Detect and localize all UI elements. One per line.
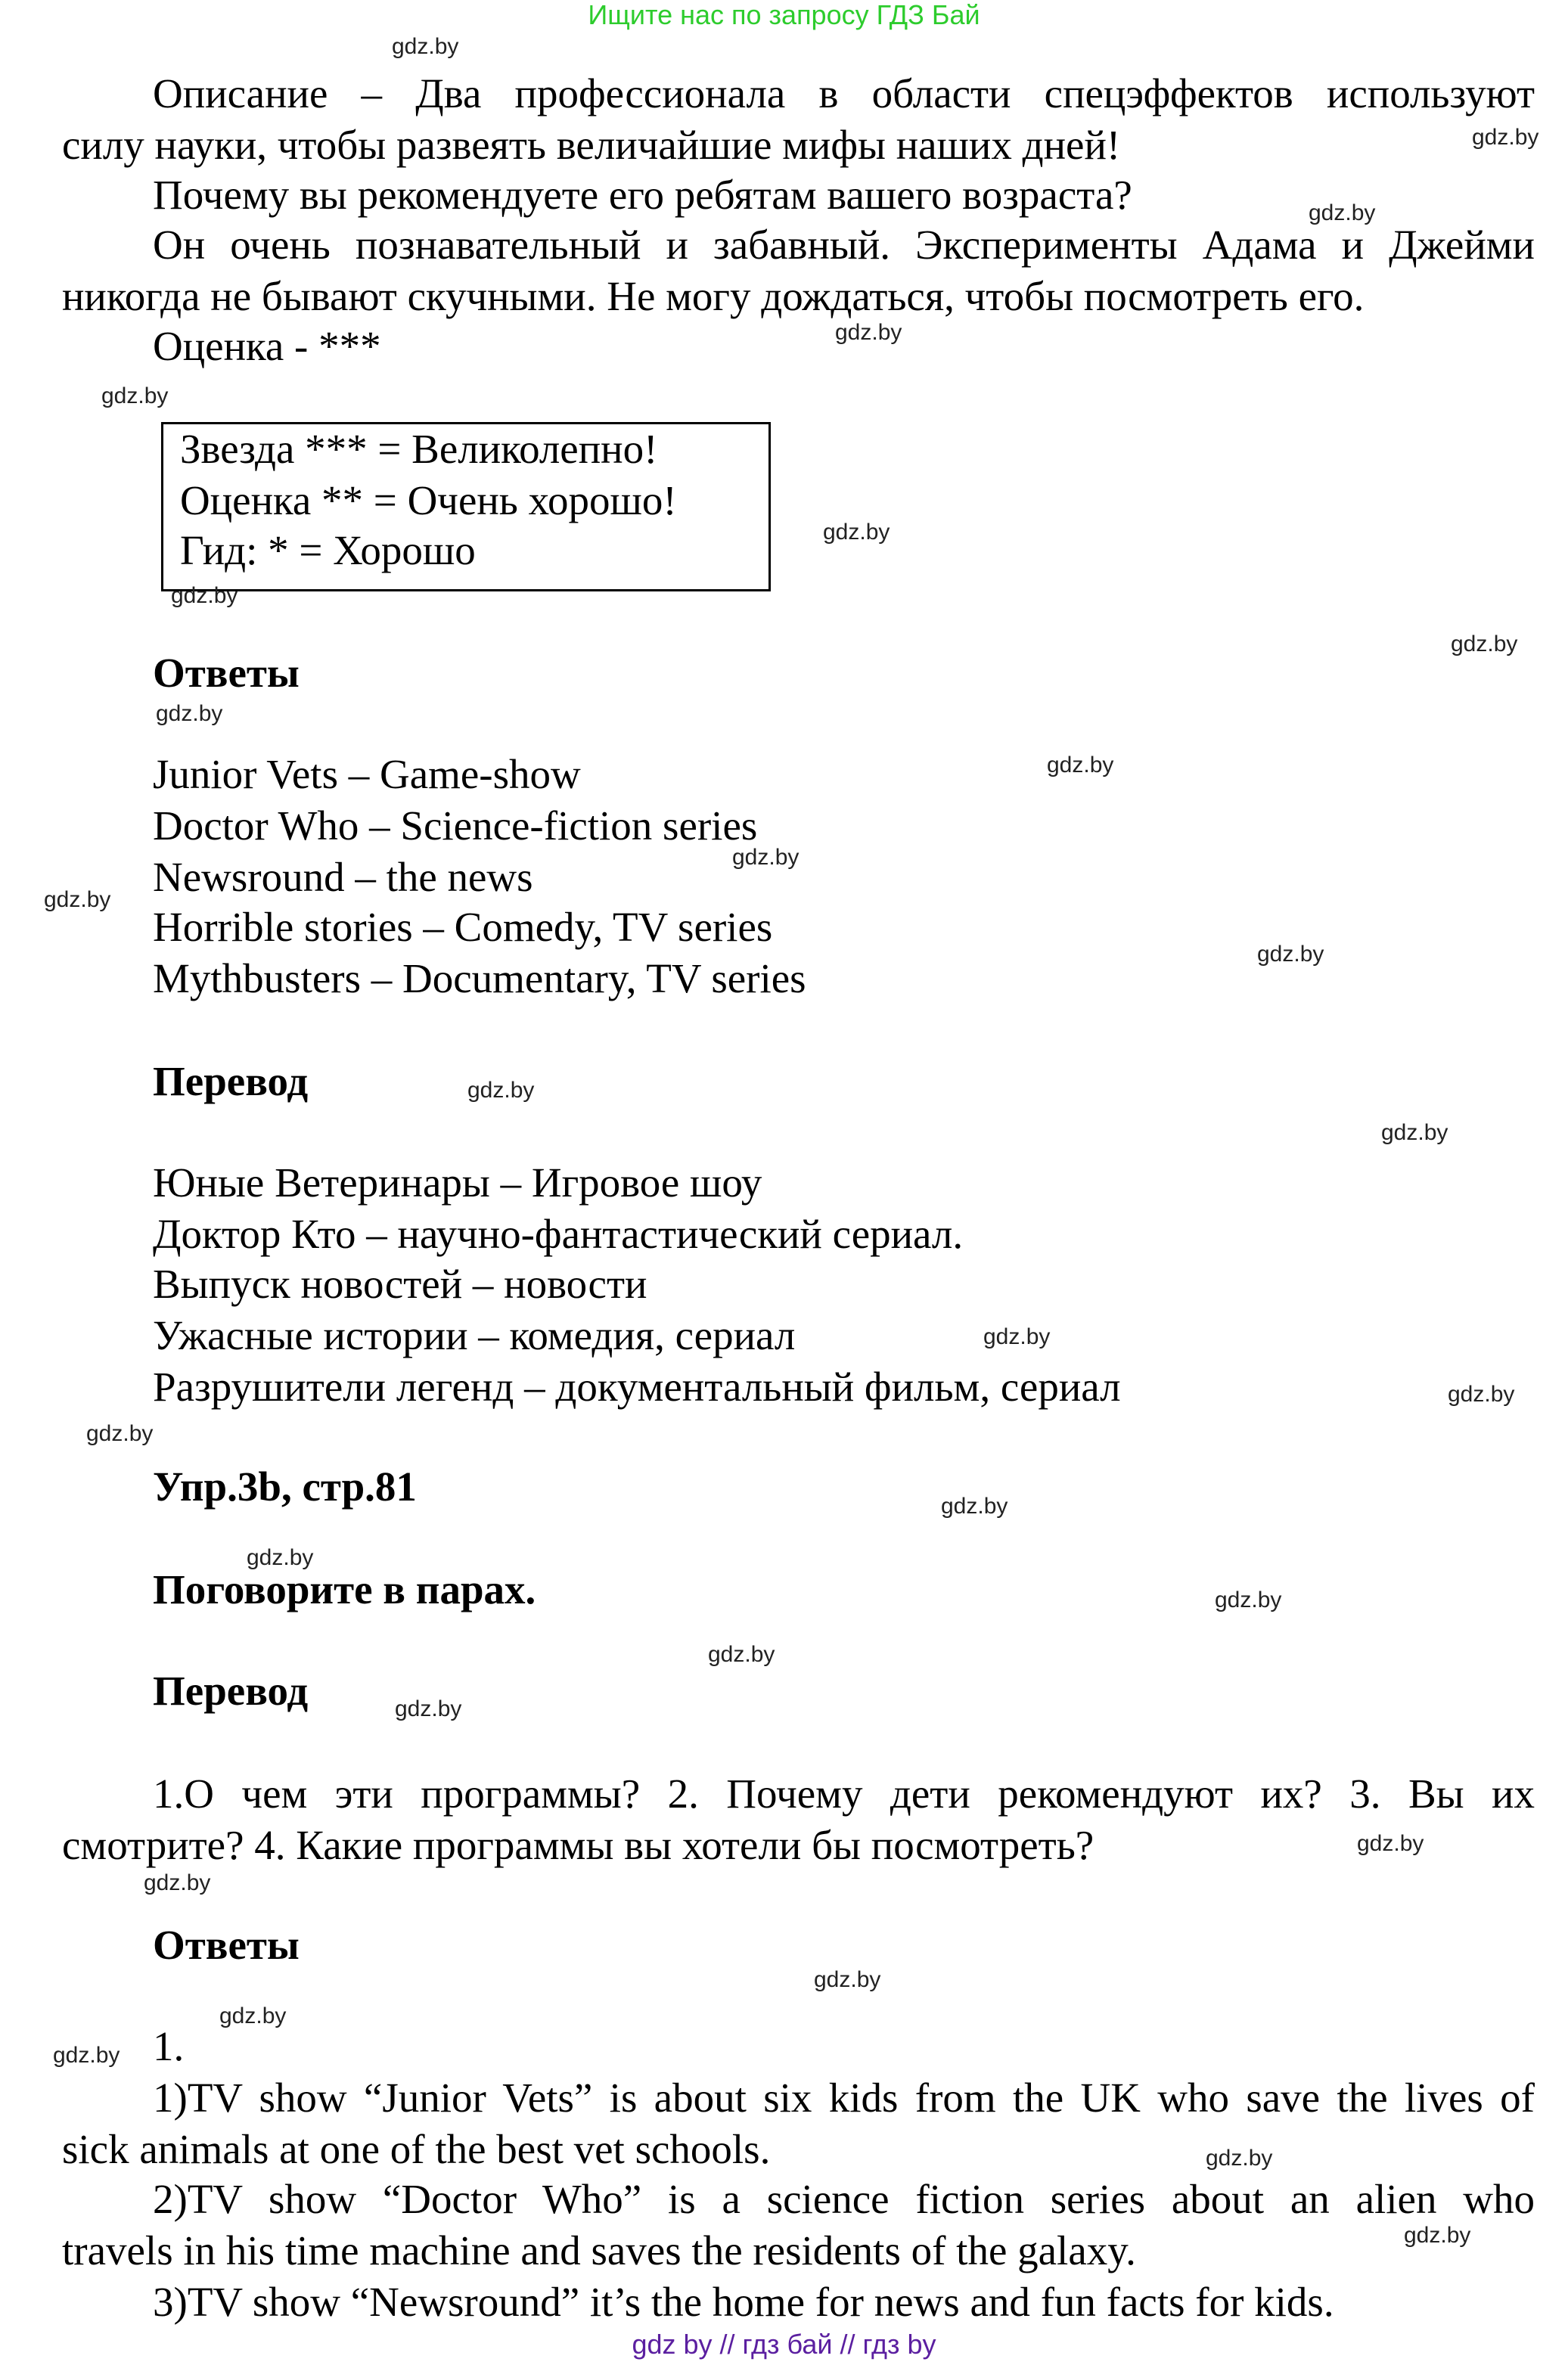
question-line: 1.О чем эти программы? 2. Почему дети рекомендуют их? 3. Вы их bbox=[153, 1771, 1535, 1817]
rating-line: Оценка - *** bbox=[153, 323, 381, 369]
watermark: gdz.by bbox=[1451, 632, 1518, 656]
exercise-title: Упр.3b, стр.81 bbox=[153, 1463, 417, 1510]
section-heading: Перевод bbox=[153, 1668, 309, 1714]
answer-number: 1. bbox=[153, 2023, 185, 2069]
review-line: Описание – Два профессионала в области спецэффектов используют bbox=[153, 70, 1535, 116]
watermark: gdz.by bbox=[1206, 2146, 1273, 2171]
question-line: смотрите? 4. Какие программы вы хотели бы посмотреть? bbox=[62, 1822, 1094, 1868]
answer-item: Mythbusters – Documentary, TV series bbox=[153, 955, 806, 1001]
answer-line: 1)TV show “Junior Vets” is about six kids from the UK who save the lives of bbox=[153, 2075, 1535, 2121]
watermark: gdz.by bbox=[467, 1078, 535, 1103]
watermark: gdz.by bbox=[814, 1967, 881, 1992]
watermark: gdz.by bbox=[1309, 200, 1376, 225]
section-heading: Ответы bbox=[153, 1922, 300, 1968]
header-banner: Ищите нас по запросу ГДЗ Бай bbox=[588, 0, 980, 30]
watermark: gdz.by bbox=[392, 34, 459, 59]
answer-line: 2)TV show “Doctor Who” is a science fiction series about an alien who bbox=[153, 2176, 1535, 2222]
review-line: Он очень познавательный и забавный. Эксперименты Адама и Джейми bbox=[153, 222, 1535, 268]
answer-line: travels in his time machine and saves the residents of the galaxy. bbox=[62, 2227, 1136, 2273]
translation-item: Доктор Кто – научно-фантастический сериал. bbox=[153, 1211, 964, 1257]
review-line: никогда не бывают скучными. Не могу дождаться, чтобы посмотреть его. bbox=[62, 273, 1365, 319]
watermark: gdz.by bbox=[219, 2003, 287, 2028]
watermark: gdz.by bbox=[144, 1870, 211, 1895]
watermark: gdz.by bbox=[53, 2043, 120, 2068]
answer-item: Doctor Who – Science-fiction series bbox=[153, 802, 758, 849]
watermark: gdz.by bbox=[983, 1324, 1051, 1349]
watermark: gdz.by bbox=[1047, 753, 1114, 777]
translation-item: Выпуск новостей – новости bbox=[153, 1261, 647, 1307]
review-line: силу науки, чтобы развеять величайшие мифы наших дней! bbox=[62, 122, 1121, 168]
watermark: gdz.by bbox=[1448, 1382, 1515, 1407]
section-heading: Ответы bbox=[153, 650, 300, 696]
watermark: gdz.by bbox=[395, 1696, 462, 1721]
watermark: gdz.by bbox=[1215, 1588, 1282, 1612]
watermark: gdz.by bbox=[823, 520, 890, 545]
watermark: gdz.by bbox=[1357, 1831, 1424, 1856]
watermark: gdz.by bbox=[1472, 125, 1539, 150]
watermark: gdz.by bbox=[101, 383, 169, 408]
watermark: gdz.by bbox=[44, 887, 111, 912]
answer-item: Horrible stories – Comedy, TV series bbox=[153, 904, 773, 950]
exercise-task: Поговорите в парах. bbox=[153, 1566, 536, 1612]
answer-item: Junior Vets – Game-show bbox=[153, 751, 581, 797]
rating-legend-item: Гид: * = Хорошо bbox=[180, 527, 476, 573]
watermark: gdz.by bbox=[1257, 942, 1324, 967]
answer-line: sick animals at one of the best vet schools. bbox=[62, 2126, 771, 2172]
watermark: gdz.by bbox=[1381, 1120, 1448, 1145]
watermark: gdz.by bbox=[1404, 2223, 1471, 2248]
rating-legend-item: Звезда *** = Великолепно! bbox=[180, 426, 658, 472]
translation-item: Разрушители легенд – документальный фильм, сериал bbox=[153, 1364, 1121, 1410]
watermark: gdz.by bbox=[171, 583, 238, 608]
watermark: gdz.by bbox=[732, 845, 800, 870]
review-line: Почему вы рекомендуете его ребятам вашего возраста? bbox=[153, 172, 1132, 218]
rating-legend-item: Оценка ** = Очень хорошо! bbox=[180, 477, 677, 523]
translation-item: Ужасные истории – комедия, сериал bbox=[153, 1312, 796, 1358]
watermark: gdz.by bbox=[835, 320, 902, 345]
section-heading: Перевод bbox=[153, 1058, 309, 1104]
watermark: gdz.by bbox=[156, 701, 223, 726]
watermark: gdz.by bbox=[708, 1642, 775, 1667]
watermark: gdz.by bbox=[941, 1494, 1008, 1519]
footer-banner: gdz by // гдз бай // гдз by bbox=[632, 2329, 936, 2360]
answer-item: Newsround – the news bbox=[153, 854, 533, 900]
answer-line: 3)TV show “Newsround” it’s the home for news and fun facts for kids. bbox=[153, 2279, 1334, 2325]
watermark: gdz.by bbox=[86, 1421, 154, 1446]
translation-item: Юные Ветеринары – Игровое шоу bbox=[153, 1159, 762, 1206]
watermark: gdz.by bbox=[247, 1545, 314, 1570]
